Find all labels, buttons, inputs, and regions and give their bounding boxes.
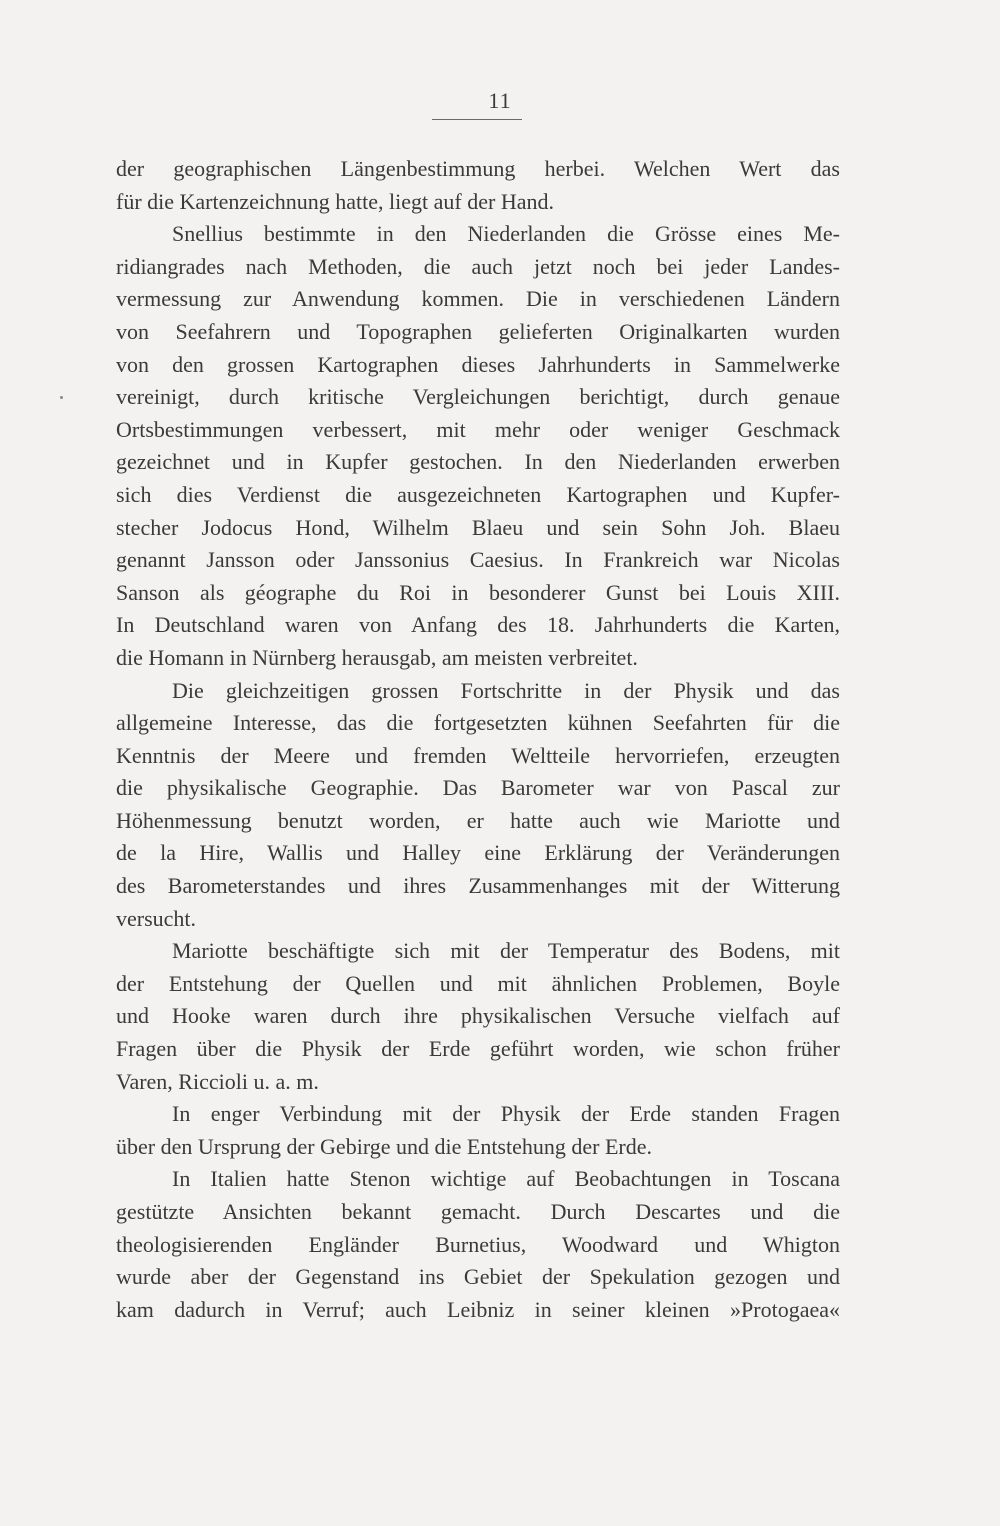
text-line: und Hooke waren durch ihre physikalischen Versuche vielfach auf [116, 1003, 840, 1029]
text-line: Varen, Riccioli u. a. m. [116, 1068, 319, 1094]
text-line: versucht. [116, 905, 197, 931]
text-line: vermessung zur Anwendung kommen. Die in verschiedenen Ländern [116, 286, 840, 312]
text-line: In Deutschland waren von Anfang des 18. Jahrhunderts die Karten, [116, 612, 840, 638]
text-line: stecher Jodocus Hond, Wilhelm Blaeu und sein Sohn Joh. Blaeu [116, 514, 840, 540]
text-line: allgemeine Interesse, das die fortgesetzten kühnen Seefahrten für die [116, 710, 840, 736]
text-line: Snellius bestimmte in den Niederlanden die Grösse eines Me- [172, 221, 840, 247]
text-line: Kenntnis der Meere und fremden Weltteile hervorriefen, erzeugten [116, 742, 840, 768]
text-line: Die gleichzeitigen grossen Fortschritte in der Physik und das [172, 677, 840, 703]
text-line: die physikalische Geographie. Das Barometer war von Pascal zur [116, 775, 840, 801]
text-line: sich dies Verdienst die ausgezeichneten Kartographen und Kupfer- [116, 481, 840, 507]
text-line: Höhenmessung benutzt worden, er hatte auch wie Mariotte und [116, 807, 840, 833]
text-line: der geographischen Längenbestimmung herbei. Welchen Wert das [116, 156, 840, 181]
margin-speck [60, 396, 63, 399]
text-line: Mariotte beschäftigte sich mit der Temperatur des Bodens, mit [172, 938, 840, 964]
text-line: von Seefahrern und Topographen gelieferten Originalkarten wurden [116, 318, 840, 344]
page-number-rule [432, 119, 522, 120]
text-line: de la Hire, Wallis und Halley eine Erklärung der Veränderungen [116, 840, 840, 866]
text-line: In Italien hatte Stenon wichtige auf Beobachtungen in Toscana [172, 1166, 840, 1192]
text-line: Sanson als géographe du Roi in besonderer Gunst bei Louis XIII. [116, 579, 840, 605]
text-line: vereinigt, durch kritische Vergleichungen berichtigt, durch genaue [116, 384, 840, 410]
text-line: wurde aber der Gegenstand ins Gebiet der Spekulation gezogen und [116, 1264, 840, 1290]
text-line: kam dadurch in Verruf; auch Leibniz in seiner kleinen »Protogaea« [116, 1296, 840, 1322]
text-line: über den Ursprung der Gebirge und die Entstehung der Erde. [116, 1133, 652, 1159]
text-line: Ortsbestimmungen verbessert, mit mehr oder weniger Geschmack [116, 416, 840, 442]
text-line: Fragen über die Physik der Erde geführt worden, wie schon früher [116, 1036, 840, 1062]
text-line: von den grossen Kartographen dieses Jahrhunderts in Sammelwerke [116, 351, 840, 377]
text-line: gezeichnet und in Kupfer gestochen. In den Niederlanden erwerben [116, 449, 840, 475]
text-line: die Homann in Nürnberg herausgab, am meisten verbreitet. [116, 644, 638, 670]
text-line: In enger Verbindung mit der Physik der Erde standen Fragen [172, 1101, 840, 1127]
text-line: der Entstehung der Quellen und mit ähnlichen Problemen, Boyle [116, 970, 840, 996]
text-line: ridiangrades nach Methoden, die auch jetzt noch bei jeder Landes- [116, 253, 840, 279]
page-number: 11 [488, 88, 512, 113]
text-line: für die Kartenzeichnung hatte, liegt auf der Hand. [116, 188, 554, 214]
text-line: genannt Jansson oder Janssonius Caesius. In Frankreich war Nicolas [116, 547, 840, 573]
text-line: des Barometerstandes und ihres Zusammenhanges mit der Witterung [116, 873, 840, 899]
text-line: gestützte Ansichten bekannt gemacht. Durch Descartes und die [116, 1199, 840, 1224]
body-text [116, 153, 840, 1326]
text-line: theologisierenden Engländer Burnetius, Woodward und Whigton [116, 1231, 840, 1257]
